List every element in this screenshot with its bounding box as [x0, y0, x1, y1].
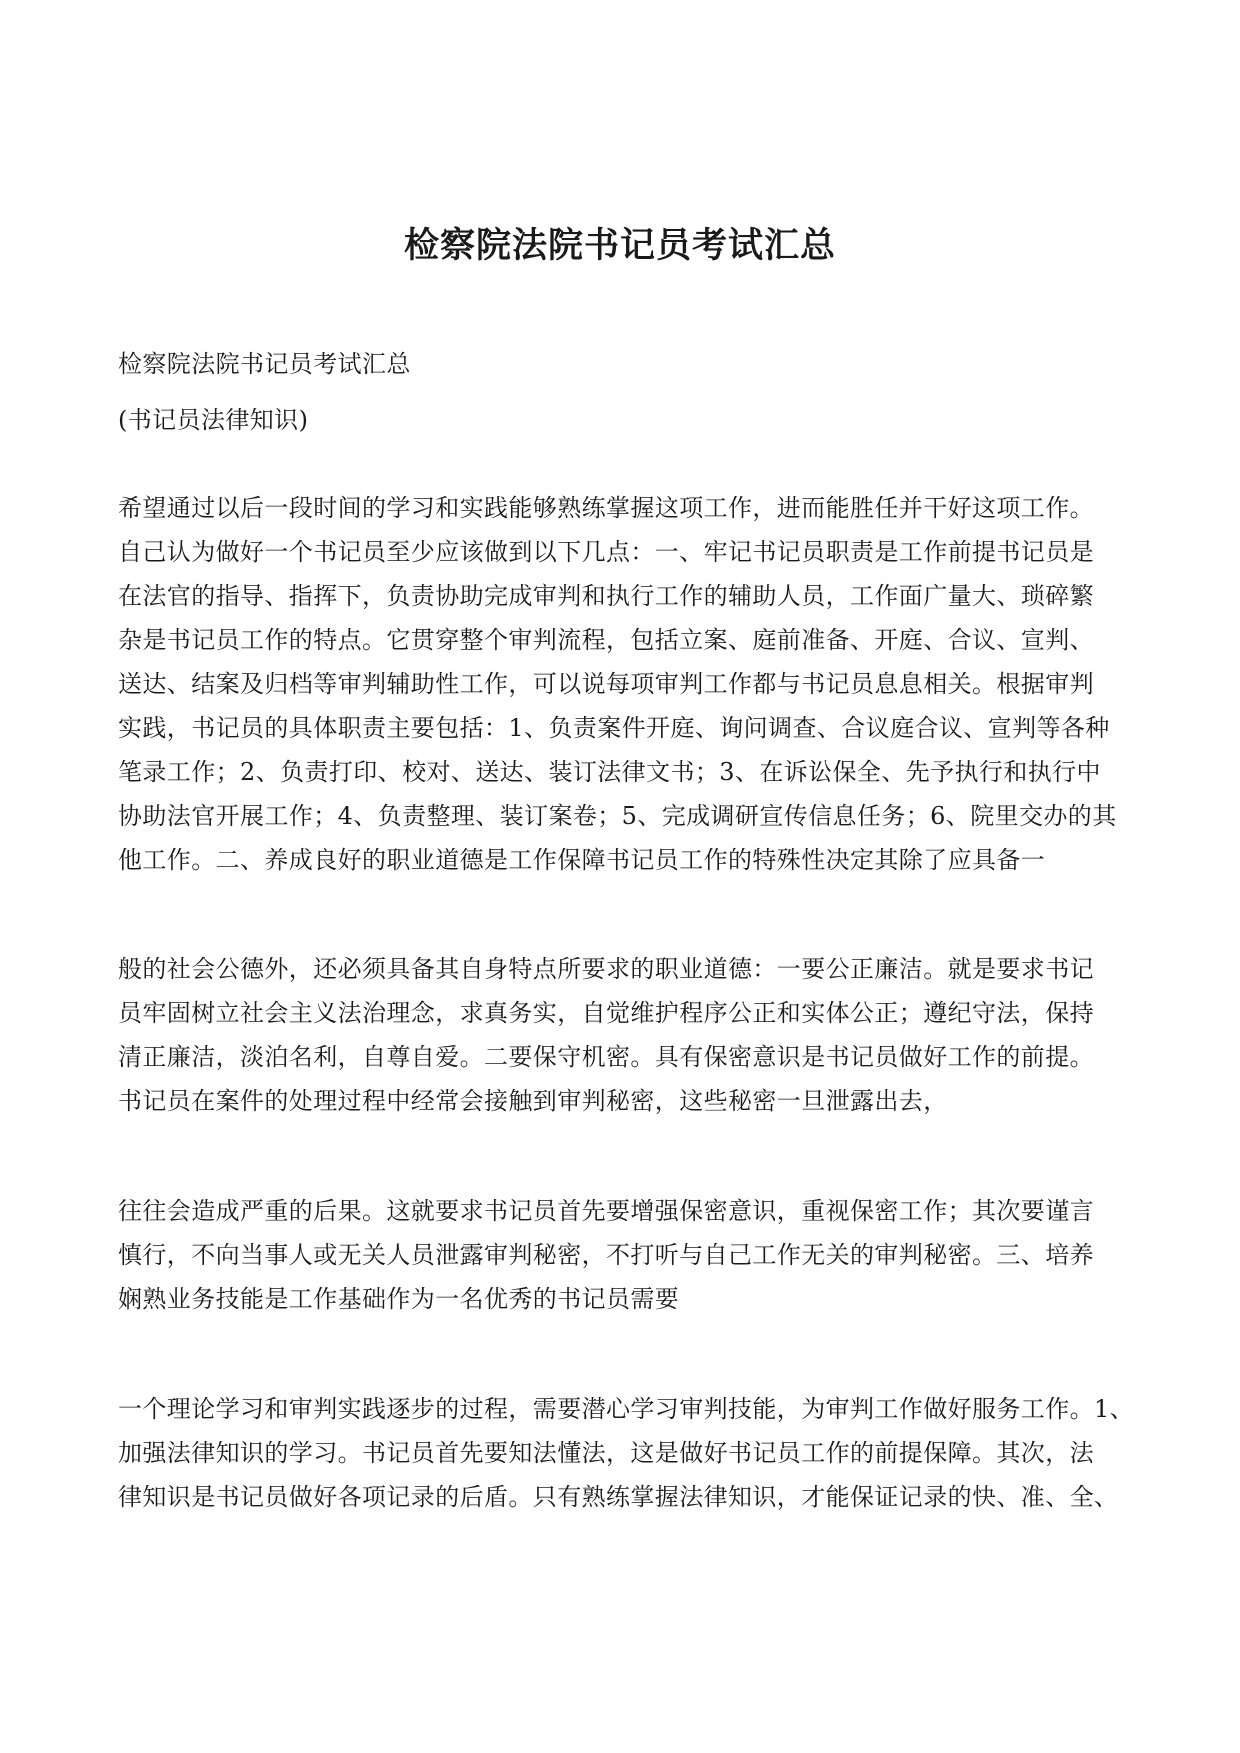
document-subtitle — [118, 342, 1123, 386]
paragraph-line: 在法官的指导、指挥下，负责协助完成审判和执行工作的辅助人员，工作面广量大、琐碎繁 — [118, 582, 1094, 610]
paragraph-line: 自己认为做好一个书记员至少应该做到以下几点：一、牢记书记员职责是工作前提书记员是 — [118, 538, 1094, 566]
paragraph-2 — [118, 947, 1123, 1123]
subtitle-text: 检察院法院书记员考试汇总 — [118, 350, 411, 378]
paragraph-line: 协助法官开展工作；4、负责整理、装订案卷；5、完成调研宣传信息任务；6、院里交办的其 — [118, 802, 1117, 830]
paragraph-line: 律知识是书记员做好各项记录的后盾。只有熟练掌握法律知识，才能保证记录的快、准、全、 — [118, 1483, 1119, 1511]
paragraph-line: 杂是书记员工作的特点。它贯穿整个审判流程，包括立案、庭前准备、开庭、合议、宣判、 — [118, 626, 1094, 654]
paragraph-3 — [118, 1189, 1123, 1321]
paragraph-line: 实践，书记员的具体职责主要包括：1、负责案件开庭、询问调查、合议庭合议、宣判等各种 — [118, 714, 1110, 742]
paragraph-line: 娴熟业务技能是工作基础作为一名优秀的书记员需要 — [118, 1285, 680, 1313]
paragraph-1 — [118, 486, 1123, 882]
paragraph-line: 般的社会公德外，还必须具备其自身特点所要求的职业道德：一要公正廉洁。就是要求书记 — [118, 955, 1094, 983]
paragraph-line: 加强法律知识的学习。书记员首先要知法懂法，这是做好书记员工作的前提保障。其次，法 — [118, 1439, 1094, 1467]
paragraph-line: 一个理论学习和审判实践逐步的过程，需要潜心学习审判技能，为审判工作做好服务工作。1、 — [118, 1395, 1135, 1423]
paragraph-line: 他工作。二、养成良好的职业道德是工作保障书记员工作的特殊性决定其除了应具备一 — [118, 846, 1046, 874]
paragraph-line: 清正廉洁，淡泊名利，自尊自爱。二要保守机密。具有保密意识是书记员做好工作的前提。 — [118, 1043, 1094, 1071]
section-label — [118, 398, 1123, 442]
paragraph-line: 往往会造成严重的后果。这就要求书记员首先要增强保密意识，重视保密工作；其次要谨言 — [118, 1197, 1094, 1225]
document-title: 检察院法院书记员考试汇总 — [403, 225, 836, 266]
paragraph-line: 员牢固树立社会主义法治理念，求真务实，自觉维护程序公正和实体公正；遵纪守法，保持 — [118, 999, 1094, 1027]
paragraph-line: 希望通过以后一段时间的学习和实践能够熟练掌握这项工作，进而能胜任并干好这项工作。 — [118, 494, 1094, 522]
paragraph-line: 书记员在案件的处理过程中经常会接触到审判秘密，这些秘密一旦泄露出去， — [118, 1087, 948, 1115]
paragraph-line: 笔录工作；2、负责打印、校对、送达、装订法律文书；3、在诉讼保全、先予执行和执行中 — [118, 758, 1101, 786]
paragraph-line: 送达、结案及归档等审判辅助性工作，可以说每项审判工作都与书记员息息相关。根据审判 — [118, 670, 1094, 698]
paragraph-4 — [118, 1387, 1135, 1519]
paragraph-line: 慎行，不向当事人或无关人员泄露审判秘密，不打听与自己工作无关的审判秘密。三、培养 — [118, 1241, 1094, 1269]
section-label-text: (书记员法律知识) — [118, 406, 309, 434]
